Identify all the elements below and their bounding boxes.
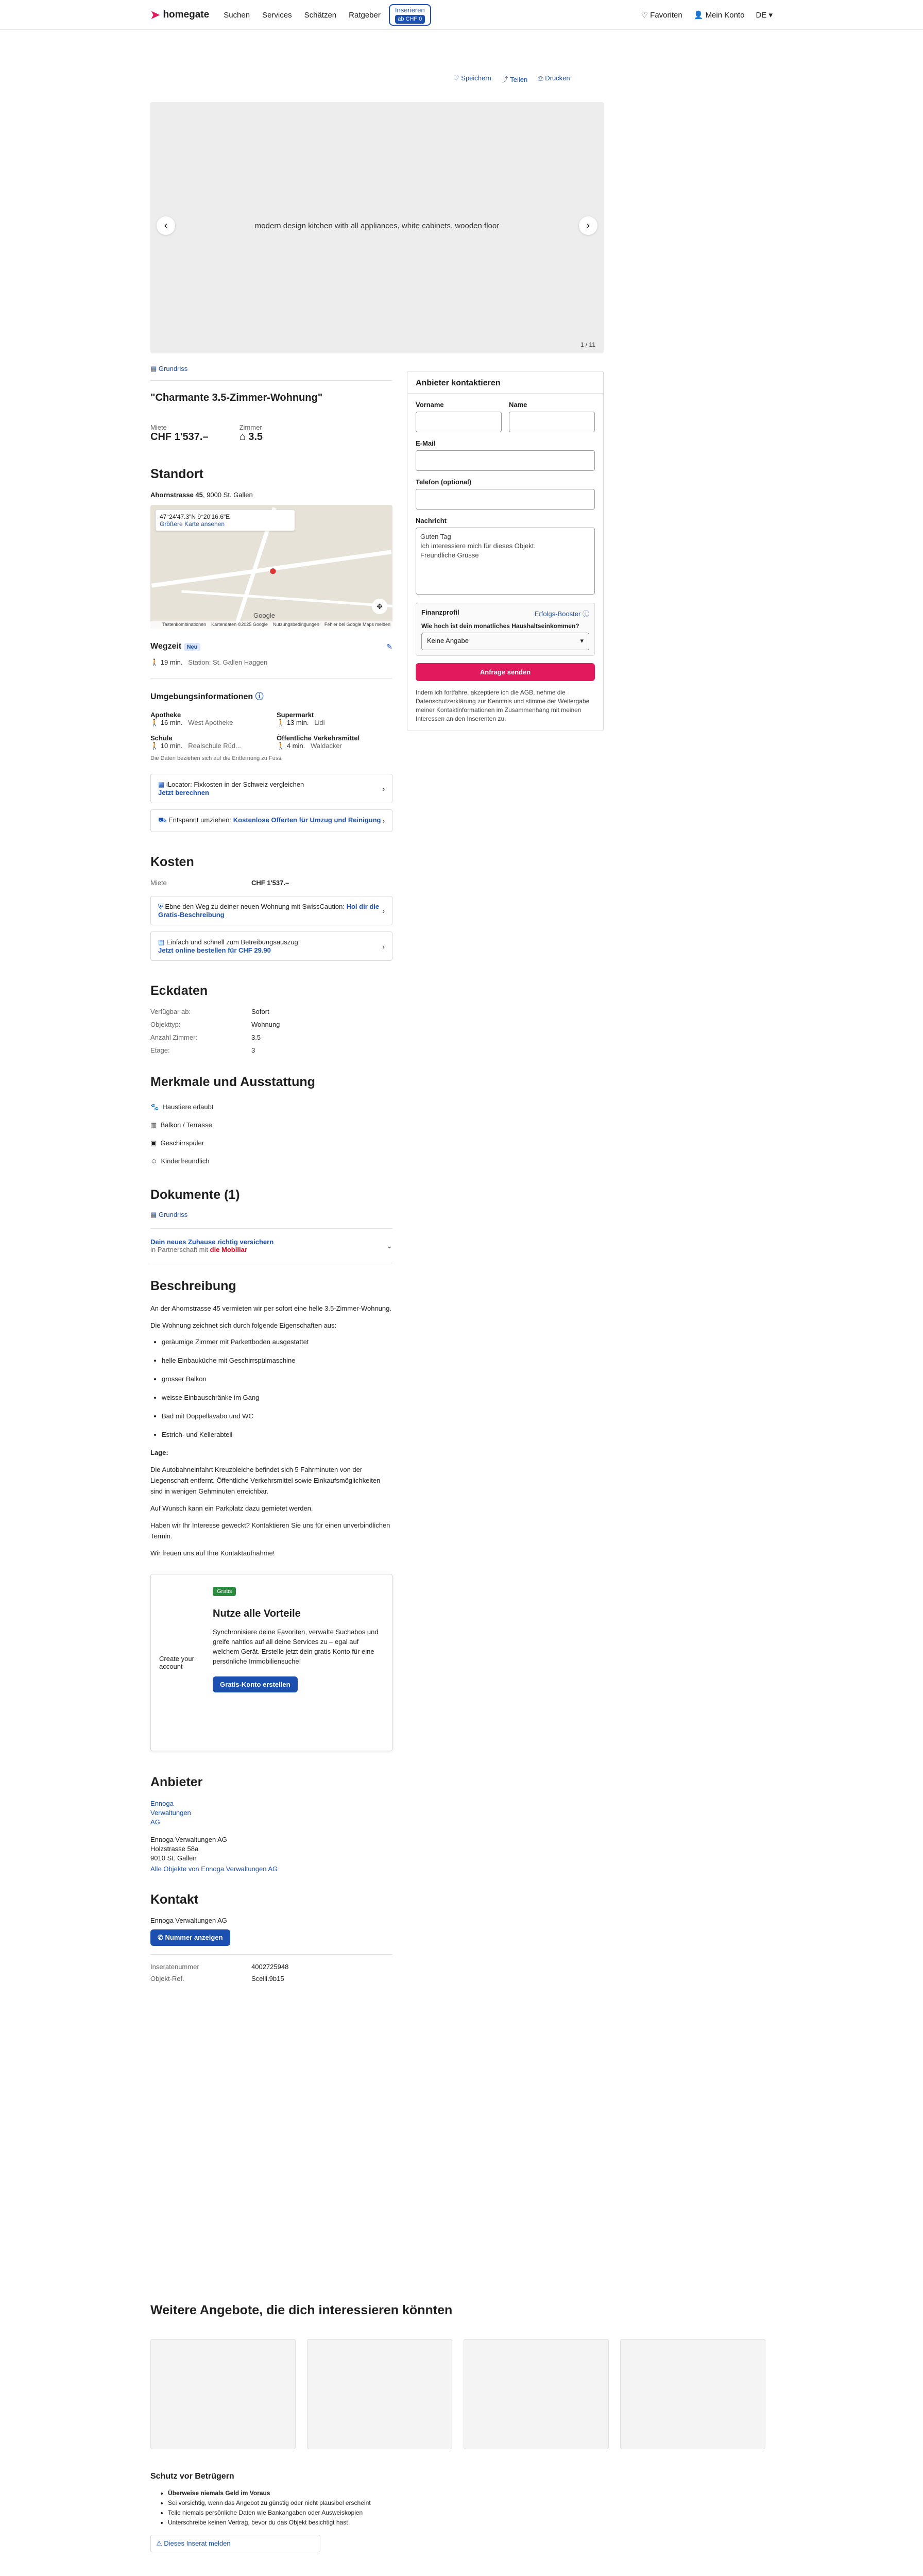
- provider-title: Anbieter: [150, 1775, 203, 1789]
- save-button[interactable]: ♡ Speichern: [453, 74, 491, 82]
- chevron-right-icon: ›: [382, 906, 385, 915]
- recommendation-placeholder[interactable]: [620, 2339, 765, 2449]
- description-body: An der Ahornstrasse 45 vermieten wir per sofort eine helle 3.5-Zimmer-Wohnung. Die Wohnung zeichnet sich durch folgende Eigenschaften aus: • geräumige Zimmer mit Parkettboden ausgestattet • helle Einbauküche mit Geschirrspülmaschine • grosser Balkon • weisse Einbauschränke im Gang • Bad mit Doppellavabo und WC • Estrich- und Kellerabteil Lage: Die Autobahneinfahrt Kreuzbleiche befindet sich 5 Fahrminuten von der Liegenschaft entfernt. Öffentliche Verkehrsmittel sowie Einkaufsmöglichkeiten sind in wenigen Gehminuten erreichbar. Auf Wunsch kann ein Parkplatz dazu gemietet werden. Haben wir Ihr Interesse geweckt? Kontaktieren Sie uns für einen unverbindlichen Termin. Wir freuen uns auf Ihre Kontaktaufnahme!: [150, 1303, 392, 1558]
- provider-link[interactable]: Ennoga Verwaltungen AG: [150, 1800, 191, 1826]
- account-promo: Create your account Gratis Nutze alle Vorteile Synchronisiere deine Favoriten, verwalte Suchabos und greife nahtlos auf all deine Services zu – egal auf welchem Gerät. Erstelle jetzt dein gratis Konto für eine persönliche Immobiliensuche! Gratis-Konto erstellen: [150, 1574, 392, 1751]
- floorplan-link[interactable]: ▤ Grundriss: [150, 365, 188, 372]
- documents-title: Dokumente (1): [150, 1188, 240, 1202]
- larger-map-link[interactable]: Größere Karte ansehen: [160, 520, 225, 528]
- nav-ratgeber[interactable]: Ratgeber: [349, 10, 381, 20]
- chevron-right-icon: ›: [586, 220, 590, 231]
- first-name-input[interactable]: [416, 412, 502, 432]
- share-button[interactable]: ⤴ Teilen: [501, 76, 528, 83]
- walk-icon: 🚶: [277, 719, 285, 726]
- heart-icon: ♡: [641, 11, 648, 20]
- rooms-value: 3.5: [248, 431, 263, 443]
- walk-icon: 🚶: [277, 742, 285, 750]
- free-badge: Gratis: [213, 1587, 236, 1596]
- print-icon: ⎙: [538, 74, 543, 82]
- location-map[interactable]: 47°24'47.3"N 9°20'16.6"E Größere Karte ansehen ● ✥ Google Tastenkombinationen Kartendaten ©2025 Google Nutzungsbedingungen Fehler bei Google Maps melden: [150, 505, 392, 629]
- mobiliar-logo: die Mobiliar: [210, 1246, 247, 1253]
- dishwasher-icon: ▣: [150, 1139, 157, 1147]
- warning-icon: ⚠: [156, 2539, 162, 2547]
- nav-services[interactable]: Services: [262, 10, 292, 20]
- logo-mark-icon: ➤: [150, 8, 160, 21]
- email-input[interactable]: [416, 450, 595, 471]
- nav-suchen[interactable]: Suchen: [224, 10, 250, 20]
- map-shortcuts[interactable]: Tastenkombinationen: [162, 622, 207, 627]
- map-pin-icon: ●: [269, 563, 277, 578]
- amenities-grid: [150, 711, 392, 750]
- rooms-label: Zimmer: [239, 423, 262, 431]
- gallery-prev-button[interactable]: [157, 216, 175, 235]
- nav-schaetzen[interactable]: Schätzen: [304, 10, 337, 20]
- success-booster-link[interactable]: Erfolgs-Booster ⓘ: [534, 610, 589, 618]
- commute-title: Wegzeit Neu: [150, 642, 200, 651]
- homegate-logo[interactable]: ➤ homegate: [150, 8, 210, 21]
- document-floorplan-link[interactable]: ▤ Grundriss: [150, 1211, 188, 1218]
- features-list: 🐾 Haustiere erlaubt ▥ Balkon / Terrasse ▣ Geschirrspüler ☺ Kinderfreundlich: [150, 1103, 214, 1165]
- info-icon: ⓘ: [582, 610, 589, 618]
- chevron-right-icon: ›: [382, 817, 385, 825]
- recommendation-placeholder[interactable]: [464, 2339, 609, 2449]
- income-select[interactable]: Keine Angabe ▾: [421, 633, 589, 650]
- walk-icon: 🚶: [150, 658, 159, 666]
- room-icon: ⌂: [239, 431, 246, 443]
- show-number-button[interactable]: ✆ Nummer anzeigen: [150, 1929, 230, 1946]
- favorites-link[interactable]: ♡ Favoriten: [641, 11, 682, 20]
- chevron-down-icon: ▾: [580, 637, 584, 645]
- language-select[interactable]: DE ▾: [756, 11, 773, 20]
- recommendation-placeholder[interactable]: [307, 2339, 452, 2449]
- form-legal: Indem ich fortfahre, akzeptiere ich die AGB, nehme die Datenschutzerklärung zur Kenntnis und stimme der Weitergabe meiner Kontaktinformationen im Zusammenhang mit meinen Interessen an den Inserenten zu.: [416, 689, 590, 722]
- truck-icon: ⛟: [158, 816, 167, 824]
- balcony-icon: ▥: [150, 1121, 157, 1129]
- gallery-next-button[interactable]: [579, 216, 597, 235]
- create-account-button[interactable]: Gratis-Konto erstellen: [213, 1676, 298, 1692]
- map-report[interactable]: Fehler bei Google Maps melden: [324, 622, 390, 627]
- walk-icon: 🚶: [150, 719, 159, 726]
- map-terms[interactable]: Nutzungsbedingungen: [272, 622, 319, 627]
- last-name-input[interactable]: [509, 412, 595, 432]
- gallery-counter: 1 / 11: [580, 341, 595, 348]
- chevron-down-icon: ⌄: [386, 1241, 392, 1250]
- calculator-icon: ▦: [158, 781, 165, 788]
- mobiliar-insurance[interactable]: Dein neues Zuhause richtig versichern in Partnerschaft mit die Mobiliar ⌄: [150, 1238, 392, 1253]
- rent-value: CHF 1'537.–: [150, 431, 209, 443]
- main-nav: [224, 11, 381, 20]
- extract-promo[interactable]: ▤ Einfach und schnell zum Betreibungsauszug Jetzt online bestellen für CHF 29.90 ›: [150, 931, 392, 961]
- report-listing-button[interactable]: ⚠ Dieses Inserat melden: [150, 2535, 320, 2552]
- message-textarea[interactable]: Guten Tag Ich interessiere mich für dieses Objekt. Freundliche Grüsse: [416, 528, 595, 595]
- user-icon: 👤: [693, 11, 704, 20]
- page-body: [0, 30, 923, 2576]
- swisscaution-promo[interactable]: ⛨ Ebne den Weg zu deiner neuen Wohnung mit SwissCaution: Hol dir die Gratis-Beschreibung ›: [150, 896, 392, 925]
- amenity-transport: Öffentliche Verkehrsmittel 🚶 4 min. Waldacker: [277, 734, 360, 750]
- insert-badge: ab CHF 0: [395, 15, 425, 24]
- provider-address: Ennoga Verwaltungen AG Holzstrasse 58a 9010 St. Gallen: [150, 1836, 227, 1862]
- chevron-left-icon: ‹: [164, 220, 168, 231]
- chevron-right-icon: ›: [382, 784, 385, 793]
- map-data: Kartendaten ©2025 Google: [211, 622, 268, 627]
- shield-icon: ⛨: [158, 903, 163, 910]
- amenity-pharmacy: Apotheke 🚶 16 min. West Apotheke: [150, 711, 233, 726]
- provider-all-listings-link[interactable]: Alle Objekte von Ennoga Verwaltungen AG: [150, 1865, 278, 1873]
- facts-title: Eckdaten: [150, 984, 208, 998]
- send-request-button[interactable]: Anfrage senden: [416, 663, 595, 681]
- listing-actions: [453, 74, 570, 84]
- amenity-supermarket: Supermarkt 🚶 13 min. Lidl: [277, 711, 325, 726]
- contact-form: Anbieter kontaktieren Vorname Name E-Mail Telefon (optional) Nachricht Guten Tag Ich interessiere mich für dieses Objekt. Freundliche Grüsse Finanzprofil Erfolgs-Booster ⓘ Wie hoch ist dein monatliches Haushaltseinkommen? Keine Angabe ▾ Anfrage senden Indem ich fortfahre, akzeptiere ich die AGB, nehme die Datenschutzerklärung zur Kenntnis und stimme der Weitergabe meiner Kontaktinformationen im Zusammenhang mit meinen Interessen an den Inserenten zu.: [407, 371, 604, 731]
- map-controls-icon[interactable]: ✥: [372, 599, 387, 614]
- location-title: Standort: [150, 467, 203, 481]
- document-icon: ▤: [158, 938, 165, 946]
- chevron-right-icon: ›: [382, 942, 385, 951]
- description-title: Beschreibung: [150, 1279, 236, 1293]
- info-icon[interactable]: ⓘ: [255, 692, 264, 701]
- map-info-box: 47°24'47.3"N 9°20'16.6"E Größere Karte ansehen: [156, 510, 295, 531]
- heart-icon: ♡: [453, 74, 459, 82]
- child-icon: ☺: [150, 1157, 158, 1165]
- moving-promo[interactable]: ⛟ Entspannt umziehen: Kostenlose Offerten für Umzug und Reinigung ›: [150, 809, 392, 832]
- amenities-title: Umgebungsinformationen ⓘ: [150, 692, 264, 701]
- phone-input[interactable]: [416, 489, 595, 510]
- image-gallery[interactable]: [150, 102, 604, 353]
- ilocator-promo[interactable]: ▦ iLocator: Fixkosten in der Schweiz vergleichen Jetzt berechnen ›: [150, 774, 392, 803]
- document-icon: ▤: [150, 365, 157, 372]
- finance-profile: Finanzprofil Erfolgs-Booster ⓘ Wie hoch ist dein monatliches Haushaltseinkommen? Keine Angabe ▾: [416, 603, 595, 656]
- document-icon: ▤: [150, 1211, 157, 1218]
- listing-ids: Inseratenummer 4002725948 Objekt-Ref. Scelli.9b15: [150, 1963, 289, 1982]
- share-icon: ⤴: [501, 76, 508, 83]
- facts-table: Verfügbar ab: Sofort Objekttyp: Wohnung Anzahl Zimmer: 3.5 Etage: 3: [150, 1008, 280, 1054]
- gallery-caption: modern design kitchen with all appliances, white cabinets, wooden floor: [254, 222, 500, 230]
- chevron-down-icon: ▾: [768, 11, 773, 20]
- recommendation-placeholder[interactable]: [150, 2339, 296, 2449]
- contact-title: Kontakt: [150, 1892, 199, 1907]
- account-link[interactable]: 👤 Mein Konto: [693, 11, 745, 20]
- walk-icon: 🚶: [150, 742, 159, 750]
- insert-button[interactable]: Inserieren ab CHF 0: [389, 4, 431, 26]
- costs-title: Kosten: [150, 855, 194, 869]
- features-title: Merkmale und Ausstattung: [150, 1075, 315, 1089]
- listing-title: "Charmante 3.5-Zimmer-Wohnung": [150, 392, 323, 403]
- rent-label: Miete: [150, 423, 167, 431]
- site-header: [0, 0, 923, 30]
- new-badge: Neu: [184, 643, 201, 651]
- amenity-school: Schule 🚶 10 min. Realschule Rüd...: [150, 734, 241, 750]
- print-button[interactable]: ⎙ Drucken: [538, 74, 570, 82]
- recommendations-title: Weitere Angebote, die dich interessieren könnten: [150, 2303, 453, 2317]
- listing-main: ▤ Grundriss "Charmante 3.5-Zimmer-Wohnung" Miete CHF 1'537.– Zimmer ⌂ 3.5 Standort Ahornstrasse 45, 9000 St. Gallen 47°24'47.3"N 9°20'16.6"E Größere Karte ansehen ● ✥ Google Tastenkombinationen Kartendaten ©2025 Google Nutzungsbedingungen Fehler bei Google Maps melden Wegzeit Neu ✎ 🚶 19 min. Station: St. Gallen Haggen Umgebungsinformationen ⓘ Apotheke 🚶 16 min. West Apotheke Supermarkt 🚶 13 min. Lidl Schule 🚶 10 min. Realschule Rüd... Öffentliche Verkehrsmittel 🚶 4 min. Waldacker Die Daten beziehen sich auf die Entfernung zu Fuss. ▦ iLocator: Fixkosten in der Schweiz vergleichen Jetzt berechnen › ⛟ Entspannt umziehen: Kostenlose Offerten für Umzug und Reinigung › Kosten Miete CHF 1'537.– ⛨ Ebne den Weg zu deiner neuen Wohnung mit SwissCaution: Hol dir die Gratis-Beschreibung › ▤ Einfach und schnell zum Betreibungsauszug Jetzt online bestellen für CHF 29.90 › Eckdaten Verfügbar ab: Sofort Objekttyp: Wohnung Anzahl Zimmer: 3.5 Etage: 3 Merkmale und Ausstattung 🐾 Haustiere erlaubt ▥ Balkon / Terrasse ▣ Geschirrspüler ☺ Kinderfreundlich Dokumente (1) ▤ Grundriss Dein neues Zuhause richtig versichern in Partnerschaft mit die Mobiliar ⌄ Beschreibung An der Ahornstrasse 45 vermieten wir per sofort eine helle 3.5-Zimmer-Wohnung. Die Wohnung zeichnet sich durch folgende Eigenschaften aus: • geräumige Zimmer mit Parkettboden ausgestattet • helle Einbauküche mit Geschirrspülmaschine • grosser Balkon • weisse Einbauschränke im Gang • Bad mit Doppellavabo und WC • Estrich- und Kellerabteil Lage: Die Autobahneinfahrt Kreuzbleiche befindet sich 5 Fahrminuten von der Liegenschaft entfernt. Öffentliche Verkehrsmittel sowie Einkaufsmöglichkeiten sind in wenigen Gehminuten erreichbar. Auf Wunsch kann ein Parkplatz dazu gemietet werden. Haben wir Ihr Interesse geweckt? Kontaktieren Sie uns für einen unverbindlichen Termin. Wir freuen uns auf Ihre Kontaktaufnahme! Create your account Gratis Nutze alle Vorteile Synchronisiere deine Favoriten, verwalte Suchabos und greife nahtlos auf all deine Services zu – egal auf welchem Gerät. Erstelle jetzt dein gratis Konto für eine persönliche Immobiliensuche! Gratis-Konto erstellen Anbieter Ennoga Verwaltungen AG Ennoga Verwaltungen AG Holzstrasse 58a 9010 St. Gallen Alle Objekte von Ennoga Verwaltungen AG Kontakt Ennoga Verwaltungen AG ✆ Nummer anzeigen Inseratenummer 4002725948 Objekt-Ref. Scelli.9b15: [150, 365, 392, 1982]
- paw-icon: 🐾: [150, 1103, 159, 1111]
- address: Ahornstrasse 45, 9000 St. Gallen: [150, 491, 253, 499]
- phone-icon: ✆: [158, 1934, 163, 1941]
- costs-rent-value: CHF 1'537.–: [251, 879, 289, 887]
- fraud-protection: Schutz vor Betrügern • Überweise niemals Geld im Voraus • Sei vorsichtig, wenn das Angebot zu günstig oder nicht plausibel erscheint • Teile niemals persönliche Daten wie Bankangaben oder Ausweiskopien • Unterschreibe keinen Vertrag, bevor du das Objekt besichtigt hast ⚠ Dieses Inserat melden: [150, 2472, 459, 2552]
- edit-commute-icon[interactable]: ✎: [386, 642, 392, 651]
